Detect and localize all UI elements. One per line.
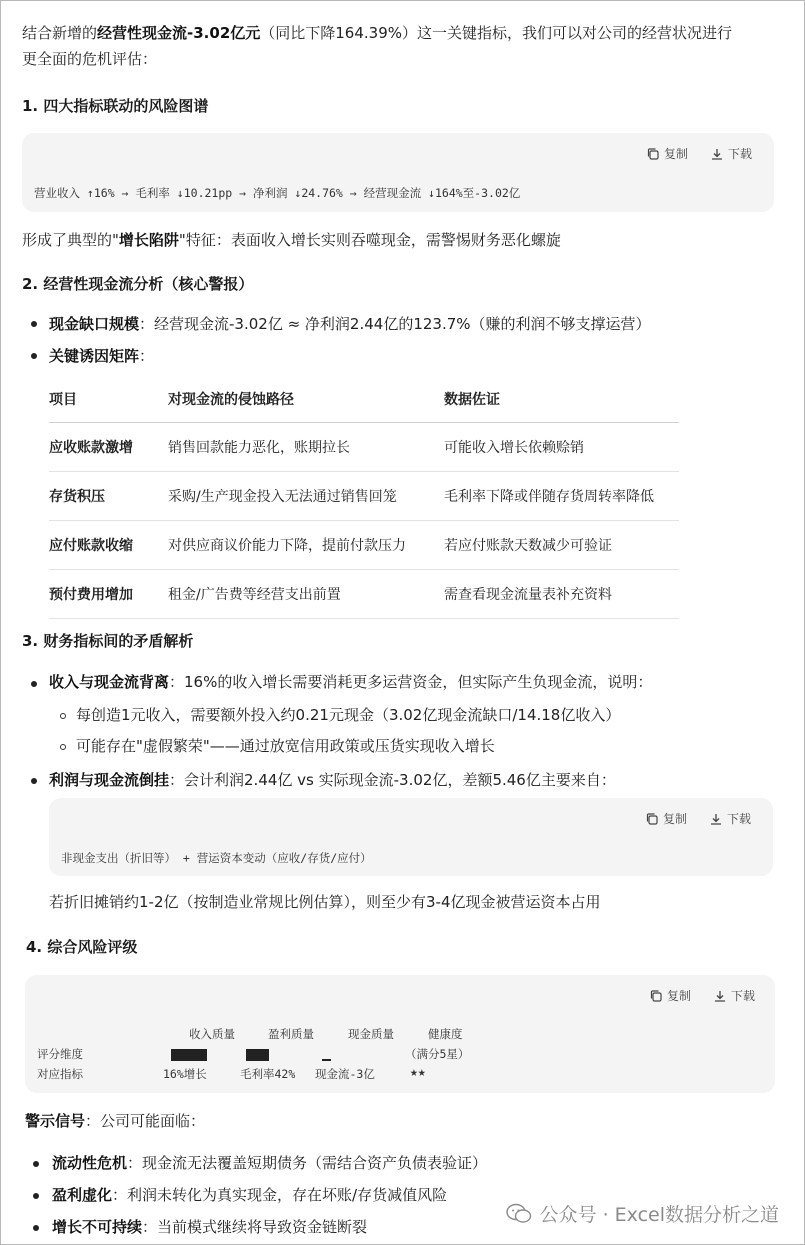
- table-row: [49, 521, 679, 570]
- download-icon: [710, 147, 724, 161]
- sub-bullet: [60, 744, 66, 750]
- bullet: [31, 321, 37, 327]
- bullet: [33, 1161, 39, 1167]
- copy-button[interactable]: 复制: [649, 987, 691, 1004]
- copy-icon: [649, 989, 663, 1003]
- health-scale: （满分5星）: [405, 1047, 470, 1061]
- health-stars: ★★: [410, 1065, 426, 1080]
- table-row: [49, 472, 679, 521]
- download-button[interactable]: 下载: [713, 987, 755, 1004]
- intro-line1: 结合新增的经营性现金流-3.02亿元（同比下降164.39%）这一关键指标，我们可以对公司的经营状况进行: [22, 24, 733, 42]
- score-bar: [322, 1047, 331, 1065]
- watermark-text: 公众号 · Excel数据分析之道: [539, 1204, 779, 1226]
- metric-value: 毛利率42%: [240, 1067, 296, 1081]
- copy-icon: [645, 812, 659, 826]
- table-cell: 可能收入增长依赖赊销: [444, 423, 679, 472]
- risk-item: 增长不可持续：当前模式继续将导致资金链断裂: [52, 1218, 368, 1236]
- table-cell: 预付费用增加: [49, 570, 168, 619]
- col-header: 盈利质量: [268, 1027, 314, 1041]
- download-icon: [713, 989, 727, 1003]
- download-button[interactable]: 下载: [709, 810, 751, 827]
- table-cell: 租金/广告费等经营支出前置: [168, 570, 444, 619]
- table-cell: 若应付账款天数减少可验证: [444, 521, 679, 570]
- score-bar-fill: [246, 1049, 269, 1061]
- code-block-2: [49, 798, 773, 876]
- risk-item: 盈利虚化：利润未转化为真实现金，存在坏账/存货减值风险: [52, 1186, 448, 1204]
- risk-item: 流动性危机：现金流无法覆盖短期债务（需结合资产负债表验证）: [52, 1154, 488, 1172]
- cause-matrix-item: 关键诱因矩阵：: [49, 347, 155, 365]
- bullet: [31, 778, 37, 784]
- section4-heading: 4. 综合风险评级: [26, 938, 138, 956]
- sub-item: 可能存在"虚假繁荣"——通过放宽信用政策或压货实现收入增长: [76, 737, 495, 755]
- table-cell: 采购/生产现金投入无法通过销售回笼: [168, 472, 444, 521]
- row-label: 对应指标: [37, 1067, 83, 1081]
- revenue-cash-divergence-item: 收入与现金流背离：16%的收入增长需要消耗更多运营资金，但实际产生负现金流，说明：: [49, 673, 653, 691]
- copy-button[interactable]: 复制: [645, 810, 687, 827]
- watermark: [506, 1200, 779, 1227]
- warning-signal: 警示信号：公司可能面临：: [25, 1112, 206, 1130]
- row-label: 评分维度: [37, 1047, 83, 1061]
- table-cell: 应付账款收缩: [49, 521, 168, 570]
- table-row: [49, 570, 679, 619]
- table-header: 项目: [49, 376, 168, 423]
- score-bar: [246, 1047, 269, 1065]
- table-cell: 对供应商议价能力下降，提前付款压力: [168, 521, 444, 570]
- section1-summary: 形成了典型的"增长陷阱"特征：表面收入增长实则吞噬现金，需警惕财务恶化螺旋: [22, 231, 561, 249]
- copy-icon: [646, 147, 660, 161]
- table-header: 对现金流的侵蚀路径: [168, 376, 444, 423]
- sub-item: 每创造1元收入，需要额外投入约0.21元现金（3.02亿现金流缺口/14.18亿收入）: [76, 706, 621, 724]
- wechat-icon: [506, 1203, 532, 1225]
- table-cell: 销售回款能力恶化，账期拉长: [168, 423, 444, 472]
- bullet: [31, 681, 37, 687]
- bullet: [33, 1193, 39, 1199]
- download-button[interactable]: 下载: [710, 145, 752, 162]
- section2-heading: 2. 经营性现金流分析（核心警报）: [22, 275, 254, 293]
- sub-bullet: [60, 713, 66, 719]
- table-header: 数据佐证: [444, 376, 679, 423]
- table-cell: 毛利率下降或伴随存货周转率降低: [444, 472, 679, 521]
- table-cell: 需查看现金流量表补充资料: [444, 570, 679, 619]
- code-block-1: [22, 133, 774, 212]
- score-bar-fill: [171, 1049, 207, 1061]
- table-row: [49, 423, 679, 472]
- score-bar-fill: [322, 1059, 331, 1061]
- code-text: 非现金支出（折旧等） + 营运资本变动（应收/存货/应付）: [61, 851, 372, 865]
- score-bar: [171, 1047, 207, 1065]
- table-header-row: [49, 376, 679, 423]
- cause-matrix-table: [49, 376, 679, 619]
- table-cell: 应收账款激增: [49, 423, 168, 472]
- section1-heading: 1. 四大指标联动的风险图谱: [22, 97, 209, 115]
- col-header: 收入质量: [189, 1027, 235, 1041]
- profit-cash-inversion-item: 利润与现金流倒挂：会计利润2.44亿 vs 实际现金流-3.02亿，差额5.46亿主要来自：: [49, 771, 616, 789]
- download-icon: [709, 812, 723, 826]
- section3-heading: 3. 财务指标间的矛盾解析: [22, 632, 194, 650]
- metric-value: 16%增长: [163, 1067, 207, 1081]
- intro-line2: 更全面的危机评估：: [22, 50, 158, 68]
- copy-button[interactable]: 复制: [646, 145, 688, 162]
- col-header: 健康度: [428, 1027, 463, 1041]
- bullet: [31, 353, 37, 359]
- metric-value: 现金流-3亿: [315, 1067, 375, 1081]
- section3-note: 若折旧摊销约1-2亿（按制造业常规比例估算），则至少有3-4亿现金被营运资本占用: [49, 893, 601, 911]
- col-header: 现金质量: [348, 1027, 394, 1041]
- bullet: [33, 1225, 39, 1231]
- cash-gap-item: 现金缺口规模：经营现金流-3.02亿 ≈ 净利润2.44亿的123.7%（赚的利润不够支撑运营）: [49, 315, 651, 333]
- code-text: 营业收入 ↑16% → 毛利率 ↓10.21pp → 净利润 ↓24.76% → 经营现金流 ↓164%至-3.02亿: [34, 186, 521, 200]
- table-cell: 存货积压: [49, 472, 168, 521]
- rating-block: [25, 975, 775, 1093]
